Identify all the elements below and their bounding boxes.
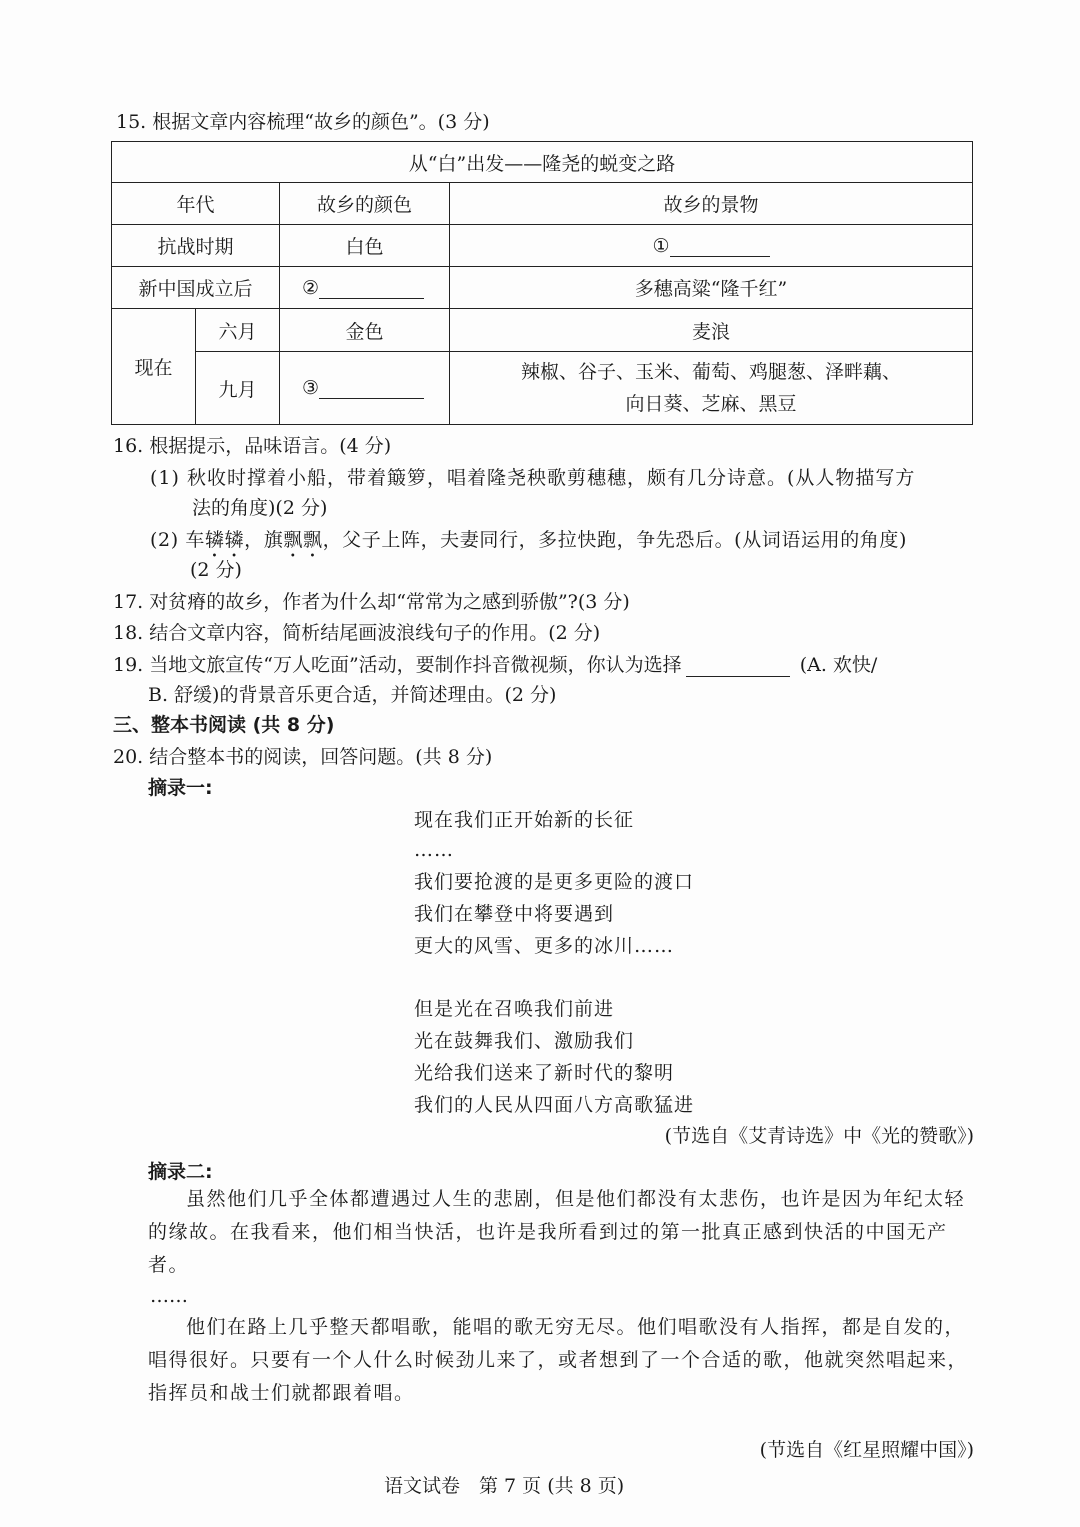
month-cell: 六月 [196,309,280,352]
table-title: 从“白”出发——隆尧的蜕变之路 [112,142,973,183]
poem-line: …… [414,839,454,861]
question-16-2: (2) 车辚辚，旗飘飘，父子上阵，夫妻同行，多拉快跑，争先恐后。(从词语运用的角度) [150,529,908,551]
header-scene: 故乡的景物 [450,183,973,225]
color-cell: 金色 [280,309,450,352]
header-color: 故乡的颜色 [280,183,450,225]
blank-marker-3: ③ [302,377,320,399]
poem-line: 我们的人民从四面八方高歌猛进 [414,1094,695,1116]
era-cell: 新中国成立后 [112,267,280,309]
table-row [112,309,973,352]
question-16-1-cont: 法的角度)(2 分) [192,497,328,519]
excerpt-2-source: (节选自《红星照耀中国》) [759,1439,974,1461]
color-cell [280,352,450,425]
scene-cell: 多穗高粱“隆千红” [450,267,973,309]
table-row [112,225,973,267]
section-3-heading: 三、整本书阅读 (共 8 分) [113,714,335,736]
month-cell: 九月 [196,352,280,425]
question-17: 17. 对贫瘠的故乡，作者为什么却“常常为之感到骄傲”?(3 分) [113,591,630,613]
table-row [112,267,973,309]
excerpt-1-label: 摘录一: [148,777,213,799]
poem-line: 光在鼓舞我们、激励我们 [414,1030,635,1052]
era-cell: 抗战时期 [112,225,280,267]
color-cell [280,267,450,309]
header-era: 年代 [112,183,280,225]
era-cell: 现在 [112,309,196,425]
poem-line: 但是光在召唤我们前进 [414,998,615,1020]
poem-line: 现在我们正开始新的长征 [414,809,635,831]
excerpt-2-paragraph-1: 虽然他们几乎全体都遭遇过人生的悲剧，但是他们都没有太悲伤，也许是因为年纪太轻的缘故。在我看来，他们相当快活，也许是我所看到过的第一批真正感到快活的中国无产者。 [148,1188,966,1276]
answer-blank-19[interactable] [686,676,790,677]
color-cell: 白色 [280,225,450,267]
answer-blank-3[interactable] [319,398,424,399]
scene-line: 向日葵、芝麻、黑豆 [625,393,797,415]
answer-blank-1[interactable] [670,256,770,257]
question-19-cont: B. 舒缓)的背景音乐更合适，并简述理由。(2 分) [148,684,557,706]
scene-cell [450,352,973,425]
excerpt-2-label: 摘录二: [148,1161,213,1183]
question-16-1: (1) 秋收时撑着小船，带着簸箩，唱着隆尧秧歌剪穗穗，颇有几分诗意。(从人物描写方 [150,467,916,489]
poem-line: 我们在攀登中将要遇到 [414,903,615,925]
dotted-word: 辚辚 [204,529,245,551]
question-15: 15. 根据文章内容梳理“故乡的颜色”。(3 分) [116,111,490,133]
question-20: 20. 结合整本书的阅读，回答问题。(共 8 分) [113,746,493,768]
excerpt-1-source: (节选自《艾青诗选》中《光的赞歌》) [664,1125,974,1147]
colors-table [111,141,973,425]
question-16: 16. 根据提示，品味语言。(4 分) [113,435,392,457]
scene-cell [450,225,973,267]
scene-line: 辣椒、谷子、玉米、葡萄、鸡腿葱、泽畔藕、 [520,361,901,383]
poem-line: 更大的风雪、更多的冰川…… [414,935,675,957]
answer-blank-2[interactable] [319,298,424,299]
blank-marker-2: ② [302,276,320,299]
question-18: 18. 结合文章内容，简析结尾画波浪线句子的作用。(2 分) [113,622,601,644]
question-19: 19. 当地文旅宣传“万人吃面”活动，要制作抖音微视频，你认为选择 (A. 欢快/ [113,654,878,676]
excerpt-2-ellipsis: …… [150,1285,188,1307]
table-row [112,352,973,425]
scene-cell: 麦浪 [450,309,973,352]
page-footer: 语文试卷 第 7 页 (共 8 页) [384,1475,625,1497]
question-16-2-cont: (2 分) [190,559,242,581]
poem-line: 光给我们送来了新时代的黎明 [414,1062,675,1084]
blank-marker-1: ① [652,234,670,257]
excerpt-2-paragraph-2: 他们在路上几乎整天都唱歌，能唱的歌无穷无尽。他们唱歌没有人指挥，都是自发的，唱得很好。只要有一个人什么时候劲儿来了，或者想到了一个合适的歌，他就突然唱起来，指挥员和战士们就都跟着唱。 [148,1316,969,1404]
dotted-word: 飘飘 [283,529,323,551]
poem-line: 我们要抢渡的是更多更险的渡口 [414,871,695,893]
